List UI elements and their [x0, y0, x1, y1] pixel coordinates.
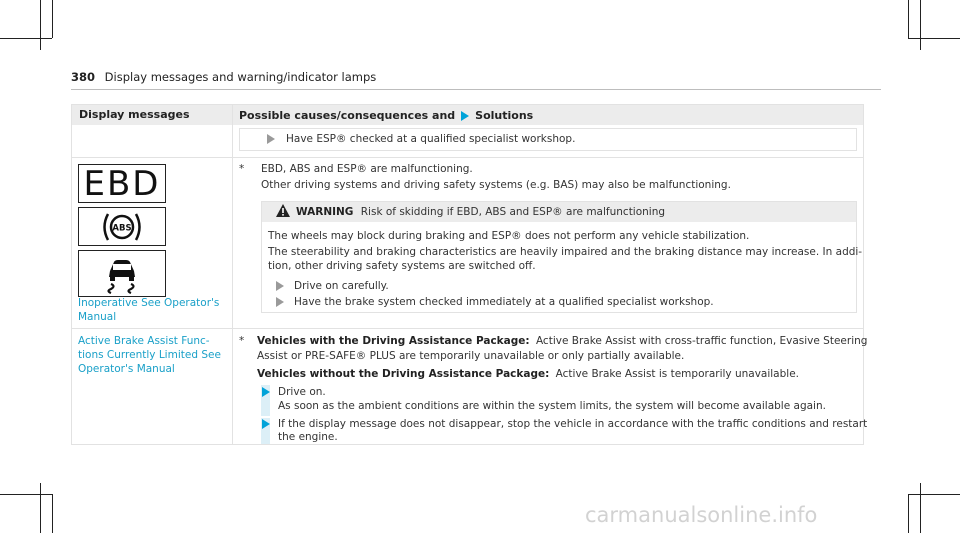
crop-mark	[40, 483, 41, 533]
arrow-right-icon	[461, 111, 469, 121]
crop-mark	[52, 0, 53, 38]
row-divider	[72, 328, 863, 329]
page-title: Display messages and warning/indicator lamps	[104, 70, 377, 84]
column-separator	[232, 105, 233, 444]
cause-text: EBD, ABS and ESP® are malfunctioning.	[261, 163, 473, 175]
col-header-causes-text: Possible causes/consequences and	[239, 109, 456, 122]
crop-mark	[908, 494, 960, 495]
crop-mark	[0, 38, 52, 39]
step-text: If the display message does not disappear, stop the vehicle in accordance with the traffic conditions and restart	[278, 418, 868, 430]
step-text: Have ESP® checked at a qualified specialist workshop.	[286, 133, 576, 145]
vehicles-with-body: Active Brake Assist with cross-traffic function, Evasive Steering	[535, 335, 868, 347]
table-header	[72, 105, 863, 125]
vehicles-without-text	[257, 367, 799, 381]
step-arrow-icon	[262, 419, 270, 429]
esp-lamp	[78, 250, 166, 297]
step-arrow-icon	[276, 281, 284, 291]
messages-table	[71, 104, 868, 445]
crop-mark	[52, 494, 53, 533]
ebd-lamp	[78, 164, 166, 203]
watermark: carmanualsonline.info	[585, 503, 818, 527]
abs-warning-icon	[100, 210, 144, 244]
warning-body: tion, other driving safety systems are switched off.	[268, 260, 536, 272]
abs-message-label	[78, 334, 221, 376]
warning-body: The steerability and braking characteristics are heavily impaired and the braking distance may increase. In addi-	[268, 246, 863, 258]
crop-mark	[908, 0, 909, 38]
step-text: As soon as the ambient conditions are within the system limits, the system will become available again.	[278, 400, 826, 412]
abs-message-line: Active Brake Assist Func-	[78, 335, 210, 347]
col-header-solutions-text: Solutions	[475, 109, 534, 122]
header-rule	[71, 89, 881, 90]
warning-heading	[296, 205, 665, 219]
abs-message-line: Operator's Manual	[78, 363, 175, 375]
vehicles-with-heading: Vehicles with the Driving Assistance Package:	[257, 335, 530, 347]
vehicles-without-body: Active Brake Assist is temporarily unavailable.	[555, 368, 799, 380]
lamp-message-line: Inoperative See Operator's	[78, 297, 220, 309]
cause-text: Other driving systems and driving safety systems (e.g. BAS) may also be malfunctioning.	[261, 179, 731, 191]
vehicles-with-body: Assist or PRE-SAFE® PLUS are temporarily unavailable or only partially available.	[257, 350, 685, 362]
vehicles-with-text	[257, 334, 867, 348]
page-number: 380	[71, 70, 96, 84]
asterisk: *	[239, 335, 245, 347]
step-arrow-icon	[276, 297, 284, 307]
col-header-display-messages: Display messages	[79, 108, 190, 121]
warning-risk-text: Risk of skidding if EBD, ABS and ESP® are malfunctioning	[360, 206, 666, 218]
lamp-message-line: Manual	[78, 311, 117, 323]
warning-triangle-icon	[276, 204, 290, 217]
warning-title: WARNING	[296, 206, 354, 218]
lamp-message-label	[78, 296, 219, 324]
ebd-lamp-label: EBD	[83, 163, 161, 204]
crop-mark	[920, 0, 921, 50]
abs-message-line: tions Currently Limited See	[78, 349, 221, 361]
warning-body: The wheels may block during braking and ESP® does not perform any vehicle stabilization.	[268, 230, 750, 242]
asterisk: *	[239, 163, 245, 175]
row-divider	[72, 157, 863, 158]
step-text: Drive on.	[278, 386, 326, 398]
col-header-causes	[239, 109, 533, 122]
step-text: Drive on carefully.	[294, 280, 389, 292]
abs-lamp	[78, 207, 166, 246]
crop-mark	[40, 0, 41, 50]
crop-mark	[920, 483, 921, 533]
step-arrow-icon	[267, 134, 275, 144]
abs-icon-label: ABS	[112, 223, 132, 233]
crop-mark	[908, 494, 909, 533]
step-text: Have the brake system checked immediately at a qualified specialist workshop.	[294, 296, 714, 308]
step-arrow-icon	[262, 387, 270, 397]
vehicles-without-heading: Vehicles without the Driving Assistance Package:	[257, 368, 550, 380]
skidding-car-icon	[100, 253, 144, 295]
crop-mark	[0, 494, 52, 495]
crop-mark	[908, 38, 960, 39]
page-header	[71, 70, 376, 84]
step-text: the engine.	[278, 431, 338, 443]
